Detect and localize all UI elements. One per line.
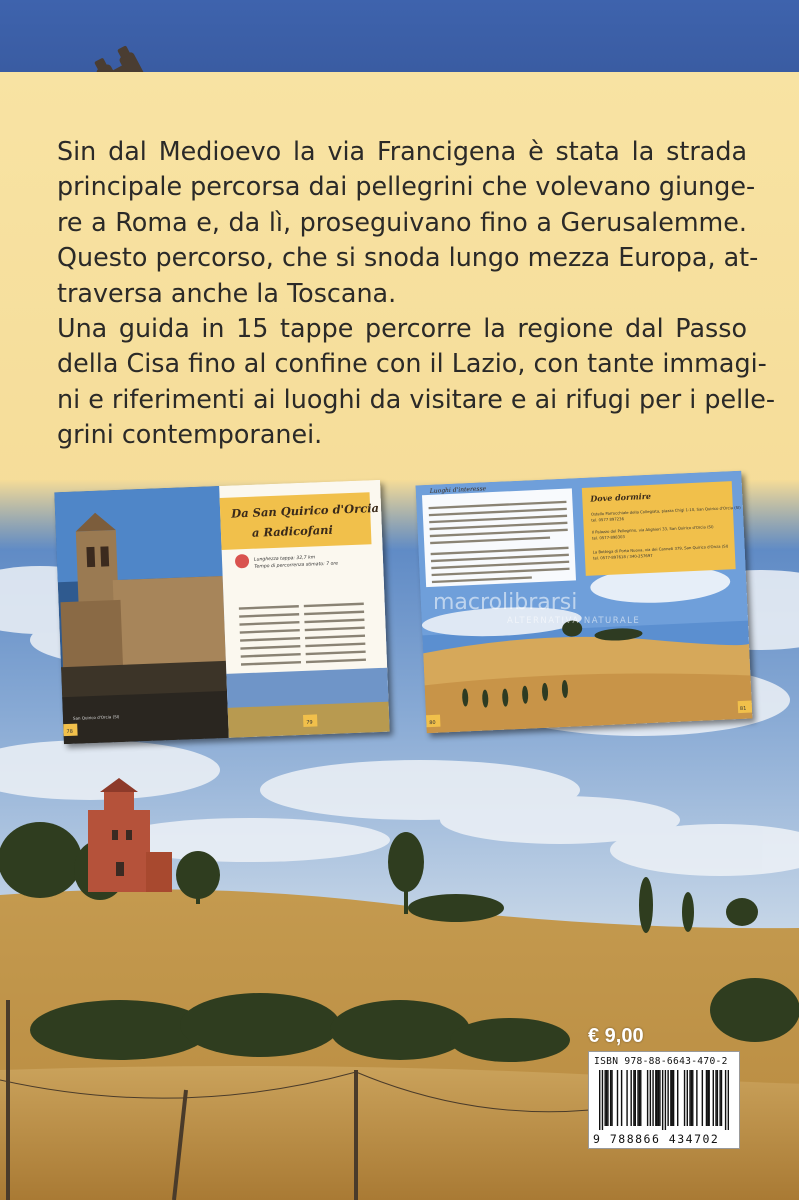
- spread-left-page-number-right: 79: [306, 719, 313, 726]
- spread-left-art: [54, 480, 389, 744]
- barcode-bar: [667, 1070, 668, 1126]
- spread-right-lodging-title: Dove dormire: [590, 490, 652, 504]
- watermark-tagline: ALTERNATIVA NATURALE: [507, 616, 641, 626]
- blurb-line: Una guida in 15 tappe percorre la regione dal Passo: [57, 313, 747, 344]
- spread-right-lodging-3-tel: tel. 0577-897618 / 340-257697: [592, 552, 653, 561]
- blurb-line: Questo percorso, che si snoda lungo mezza Europa, at-: [57, 242, 759, 273]
- barcode-bar: [611, 1070, 612, 1126]
- spread-right-lodging-2: Il Palazzo del Pellegrino, via Alighieri 33, San Quirico d'Orcia (SI): [591, 524, 714, 535]
- watermark-brand: macrolibrarsi: [433, 590, 578, 615]
- barcode-bar: [659, 1070, 660, 1126]
- spread-left-caption: San Quirico d'Orcia (SI): [72, 714, 120, 721]
- spread-right-lodging-1-tel: tel. 0577 897236: [591, 516, 625, 523]
- barcode-bar: [607, 1070, 608, 1126]
- blurb-line: traversa anche la Toscana.: [57, 277, 397, 308]
- barcode-bar: [725, 1070, 726, 1130]
- barcode-bar: [677, 1070, 678, 1126]
- blurb-line: grini contemporanei.: [57, 419, 323, 450]
- spread-left-heading-2: a Radicofani: [251, 522, 334, 540]
- barcode-bar: [684, 1070, 685, 1126]
- blurb-line: ni e riferimenti ai luoghi da visitare e ai rifugi per i pelle-: [57, 383, 776, 414]
- barcode-bar: [639, 1070, 640, 1126]
- spread-right-page-number-right: 81: [739, 705, 747, 713]
- barcode-bar: [633, 1070, 634, 1126]
- blurb-line: re a Roma e, da lì, proseguivano fino a Gerusalemme.: [57, 206, 747, 237]
- barcode-bar: [715, 1070, 716, 1126]
- isbn-number: ISBN 978-88-6643-470-2: [594, 1056, 728, 1067]
- barcode-bar: [689, 1070, 690, 1126]
- barcode-bar: [687, 1070, 688, 1126]
- price-tag: € 9,00: [588, 1025, 644, 1047]
- barcode-bar: [721, 1070, 722, 1126]
- barcode-bar: [702, 1070, 703, 1126]
- spread-right-page-number: 80: [429, 719, 436, 727]
- barcode-bar: [652, 1070, 653, 1126]
- barcode-bar: [635, 1070, 636, 1126]
- barcode-bar: [692, 1070, 693, 1126]
- barcode-bar: [719, 1070, 720, 1126]
- barcode-bar: [606, 1070, 607, 1126]
- barcode-bar: [610, 1070, 611, 1126]
- barcode-bar: [728, 1070, 729, 1130]
- ean-number: 9 788866 434702: [593, 1132, 720, 1146]
- barcode-bar: [599, 1070, 600, 1130]
- spread-left-heading: Da San Quirico d'Orcia: [230, 500, 380, 521]
- blurb-line: Sin dal Medioevo la via Francigena è stata la strada: [57, 136, 747, 166]
- barcode-bar: [707, 1070, 708, 1126]
- barcode-bar: [655, 1070, 656, 1126]
- isbn-barcode: [588, 1051, 740, 1149]
- barcode-bar: [647, 1070, 648, 1126]
- spread-left-page-number: 78: [66, 728, 73, 736]
- barcode-bar: [670, 1070, 671, 1126]
- sample-pages: [55, 470, 755, 750]
- barcode-bar: [708, 1070, 709, 1126]
- blurb-line: principale percorsa dai pellegrini che volevano giunge-: [57, 171, 756, 202]
- blurb-line: della Cisa fino al confine con il Lazio, con tante immagi-: [57, 348, 767, 379]
- spread-right-lodging-1: Ostello Parrocchiale della Collegiata, piazza Chigi 1-10, San Quirico d'Orcia (SI): [590, 504, 741, 517]
- barcode-bar: [673, 1070, 674, 1126]
- spread-right-lodging-3: La Bottega di Porta Nuova, via dei Canneti 379, San Quirico d'Orcia (SI): [592, 543, 729, 555]
- barcode-bars: [599, 1070, 729, 1130]
- back-cover-blurb: [57, 134, 776, 453]
- sample-spread-left: [54, 480, 389, 744]
- barcode-bar: [691, 1070, 692, 1126]
- barcode-bar: [665, 1070, 666, 1130]
- barcode-bar: [656, 1070, 657, 1126]
- spread-right-section-title: Luoghi d'interesse: [429, 485, 487, 495]
- barcode-bar: [630, 1070, 631, 1126]
- barcode-bar: [604, 1070, 605, 1126]
- barcode-bar: [637, 1070, 638, 1126]
- barcode-bar: [672, 1070, 673, 1126]
- barcode-bar: [662, 1070, 663, 1130]
- barcode-bar: [717, 1070, 718, 1126]
- barcode-bar: [696, 1070, 697, 1126]
- spread-right-lodging-2-tel: tel. 0577-898303: [591, 534, 626, 541]
- barcode-bar: [640, 1070, 641, 1126]
- spread-left-time: Tempo di percorrenza stimato: 7 ore: [254, 561, 339, 570]
- barcode-bar: [626, 1070, 627, 1126]
- barcode-bar: [621, 1070, 622, 1126]
- barcode-bar: [617, 1070, 618, 1126]
- barcode-bar: [706, 1070, 707, 1126]
- barcode-bar: [602, 1070, 603, 1130]
- barcode-bar: [650, 1070, 651, 1126]
- barcode-bar: [713, 1070, 714, 1126]
- spread-left-length: Lunghezza tappa: 32,7 km: [253, 555, 316, 563]
- barcode-bar: [658, 1070, 659, 1126]
